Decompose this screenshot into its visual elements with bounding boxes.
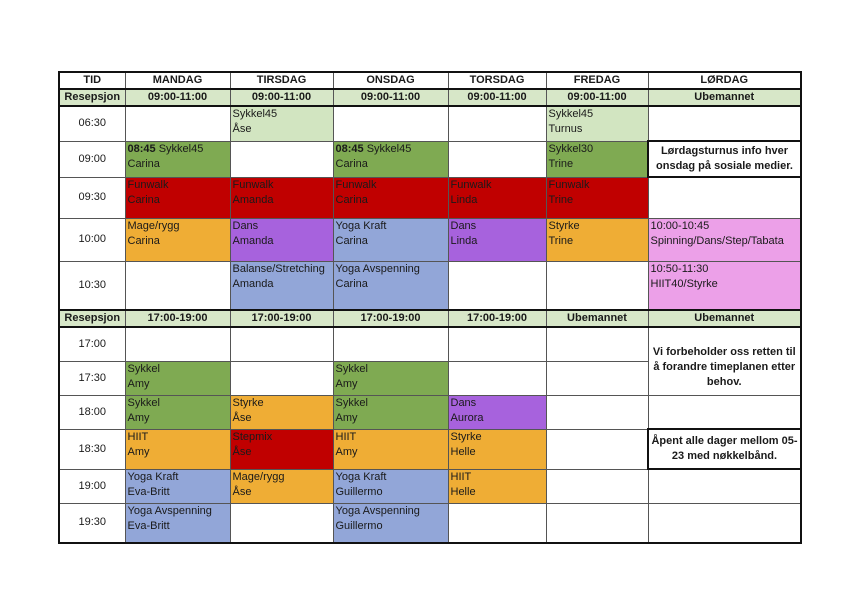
class-name: Funwalk [127, 178, 169, 191]
reception-label: Resepsjon [59, 89, 125, 106]
instructor: Carina [335, 277, 368, 290]
instructor: Trine [548, 234, 574, 247]
schedule-table [58, 71, 802, 544]
empty-cell [230, 327, 333, 361]
instructor: Linda [450, 234, 478, 247]
class-name: Balanse/Stretching [232, 262, 325, 275]
instructor: Åse [232, 123, 252, 135]
time-cell: 17:30 [59, 361, 125, 395]
row-1700 [59, 327, 801, 361]
empty-cell [546, 469, 648, 503]
empty-cell [125, 327, 230, 361]
instructor: Amy [335, 377, 358, 390]
row-0900 [59, 141, 801, 177]
instructor: Åse [232, 411, 252, 424]
class-cell [448, 218, 546, 261]
class-cell [546, 218, 648, 261]
header-tirsdag: TIRSDAG [230, 72, 333, 89]
class-cell [125, 503, 230, 543]
instructor: Carina [335, 234, 368, 247]
class-name: Spinning/Dans/Step/Tabata [650, 234, 784, 247]
instructor: Åse [232, 445, 252, 458]
row-0630 [59, 106, 801, 141]
time-cell: 10:30 [59, 261, 125, 310]
empty-cell [546, 327, 648, 361]
instructor: Guillermo [335, 485, 383, 498]
reception-label: Resepsjon [59, 310, 125, 327]
empty-cell [448, 261, 546, 310]
instructor: Aurora [450, 411, 484, 424]
instructor: Amy [127, 411, 150, 424]
class-name: Stepmix [232, 430, 273, 443]
empty-cell [125, 261, 230, 310]
class-cell [546, 177, 648, 218]
reception-sat: Ubemannet [648, 310, 801, 327]
class-cell [125, 141, 230, 177]
reception-mon: 09:00-11:00 [125, 89, 230, 106]
class-name: Funwalk [335, 178, 377, 191]
class-name: Funwalk [450, 178, 492, 191]
class-cell [448, 469, 546, 503]
class-cell [125, 361, 230, 395]
reception-sat: Ubemannet [648, 89, 801, 106]
class-cell [333, 177, 448, 218]
instructor: Amanda [232, 234, 274, 247]
class-cell [333, 261, 448, 310]
empty-cell [230, 141, 333, 177]
instructor: Helle [450, 445, 476, 458]
row-1930 [59, 503, 801, 543]
class-time: 10:00-10:45 [650, 219, 710, 232]
empty-cell [448, 503, 546, 543]
reception-tue: 09:00-11:00 [230, 89, 333, 106]
class-cell [448, 177, 546, 218]
row-1030 [59, 261, 801, 310]
reception-mon: 17:00-19:00 [125, 310, 230, 327]
class-name: Dans [232, 219, 259, 232]
class-cell [125, 177, 230, 218]
class-cell [546, 106, 648, 141]
class-cell [230, 469, 333, 503]
class-cell [333, 429, 448, 469]
class-cell [230, 429, 333, 469]
reception-fri: 09:00-11:00 [546, 89, 648, 106]
class-name: HIIT [127, 430, 149, 443]
class-name: HIIT [335, 430, 357, 443]
class-name: Yoga Kraft [127, 470, 179, 483]
time-cell: 19:30 [59, 503, 125, 543]
instructor: Åse [232, 485, 252, 498]
class-cell [230, 106, 333, 141]
class-cell [648, 218, 801, 261]
start-time: 08:45 [335, 142, 364, 155]
instructor: Carina [127, 234, 160, 247]
time-cell: 09:30 [59, 177, 125, 218]
time-cell: 17:00 [59, 327, 125, 361]
empty-cell [125, 106, 230, 141]
class-name: Sykkel45 [158, 142, 204, 155]
reception-thu: 17:00-19:00 [448, 310, 546, 327]
class-cell [333, 218, 448, 261]
class-name: HIIT40/Styrke [650, 277, 718, 290]
class-cell [230, 261, 333, 310]
empty-cell [546, 429, 648, 469]
class-cell [230, 177, 333, 218]
instructor: Carina [127, 193, 160, 206]
empty-cell [648, 503, 801, 543]
empty-cell [546, 395, 648, 429]
class-name: Sykkel [127, 396, 160, 409]
empty-cell [333, 327, 448, 361]
empty-cell [546, 503, 648, 543]
instructor: Turnus [548, 123, 583, 135]
class-name: Sykkel45 [366, 142, 412, 155]
class-cell [333, 503, 448, 543]
empty-cell [448, 141, 546, 177]
class-cell [125, 395, 230, 429]
reception-wed: 17:00-19:00 [333, 310, 448, 327]
instructor: Amy [335, 445, 358, 458]
row-0930 [59, 177, 801, 218]
instructor: Linda [450, 193, 478, 206]
class-cell [333, 395, 448, 429]
empty-cell [546, 261, 648, 310]
class-name: Styrke [232, 396, 264, 409]
class-name: Styrke [450, 430, 482, 443]
class-cell [333, 469, 448, 503]
class-cell [125, 218, 230, 261]
empty-cell [648, 395, 801, 429]
class-name: Mage/rygg [232, 470, 285, 483]
schedule-change-note: Vi forbeholder oss retten til å forandre timeplanen etter behov. [648, 327, 801, 395]
class-name: Funwalk [232, 178, 274, 191]
header-torsdag: TORSDAG [448, 72, 546, 89]
instructor: Eva-Britt [127, 519, 170, 532]
empty-cell [448, 106, 546, 141]
class-name: Sykkel [335, 362, 368, 375]
instructor: Amy [335, 411, 358, 424]
empty-cell [230, 361, 333, 395]
instructor: Helle [450, 485, 476, 498]
class-name: Sykkel30 [548, 142, 594, 155]
class-name: Yoga Avspenning [335, 504, 420, 517]
header-lordag: LØRDAG [648, 72, 801, 89]
instructor: Amanda [232, 193, 274, 206]
header-row [59, 72, 801, 89]
instructor: Eva-Britt [127, 485, 170, 498]
time-cell: 09:00 [59, 141, 125, 177]
class-name: Sykkel [127, 362, 160, 375]
row-1800 [59, 395, 801, 429]
instructor: Trine [548, 157, 574, 170]
class-name: Dans [450, 396, 477, 409]
empty-cell [333, 106, 448, 141]
header-fredag: FREDAG [546, 72, 648, 89]
empty-cell [546, 361, 648, 395]
reception-fri: Ubemannet [546, 310, 648, 327]
time-cell: 06:30 [59, 106, 125, 141]
class-name: Mage/rygg [127, 219, 180, 232]
instructor: Carina [335, 193, 368, 206]
empty-cell [648, 106, 801, 141]
row-1000 [59, 218, 801, 261]
instructor: Amy [127, 445, 150, 458]
class-cell [648, 261, 801, 310]
class-cell [546, 141, 648, 177]
opening-hours-note: Åpent alle dager mellom 05-23 med nøkkelbånd. [648, 429, 801, 469]
empty-cell [448, 361, 546, 395]
empty-cell [648, 469, 801, 503]
class-cell [333, 141, 448, 177]
instructor: Guillermo [335, 519, 383, 532]
time-cell: 18:30 [59, 429, 125, 469]
instructor: Carina [335, 157, 368, 170]
class-name: Yoga Kraft [335, 470, 387, 483]
reception-row-morning [59, 89, 801, 106]
empty-cell [648, 177, 801, 218]
row-1900 [59, 469, 801, 503]
instructor: Amy [127, 377, 150, 390]
empty-cell [448, 327, 546, 361]
time-cell: 18:00 [59, 395, 125, 429]
header-tid: TID [59, 72, 125, 89]
saturday-info-note: Lørdagsturnus info hver onsdag på sosiale medier. [648, 141, 801, 177]
reception-wed: 09:00-11:00 [333, 89, 448, 106]
header-mandag: MANDAG [125, 72, 230, 89]
class-name: Styrke [548, 219, 580, 232]
class-name: Sykkel45 [548, 108, 594, 120]
class-cell [333, 361, 448, 395]
class-name: Sykkel [335, 396, 368, 409]
reception-tue: 17:00-19:00 [230, 310, 333, 327]
instructor: Carina [127, 157, 160, 170]
class-name: Yoga Avspenning [127, 504, 212, 517]
instructor: Amanda [232, 277, 274, 290]
reception-row-evening [59, 310, 801, 327]
time-cell: 10:00 [59, 218, 125, 261]
class-cell [125, 469, 230, 503]
class-cell [230, 218, 333, 261]
class-name: HIIT [450, 470, 472, 483]
class-name: Yoga Kraft [335, 219, 387, 232]
class-name: Sykkel45 [232, 108, 278, 120]
class-name: Dans [450, 219, 477, 232]
class-cell [230, 395, 333, 429]
start-time: 08:45 [127, 142, 156, 155]
empty-cell [230, 503, 333, 543]
row-1830 [59, 429, 801, 469]
time-cell: 19:00 [59, 469, 125, 503]
reception-thu: 09:00-11:00 [448, 89, 546, 106]
class-time: 10:50-11:30 [650, 262, 709, 275]
instructor: Trine [548, 193, 574, 206]
class-cell [125, 429, 230, 469]
class-name: Funwalk [548, 178, 590, 191]
class-cell [448, 429, 546, 469]
header-onsdag: ONSDAG [333, 72, 448, 89]
class-cell [448, 395, 546, 429]
class-name: Yoga Avspenning [335, 262, 420, 275]
